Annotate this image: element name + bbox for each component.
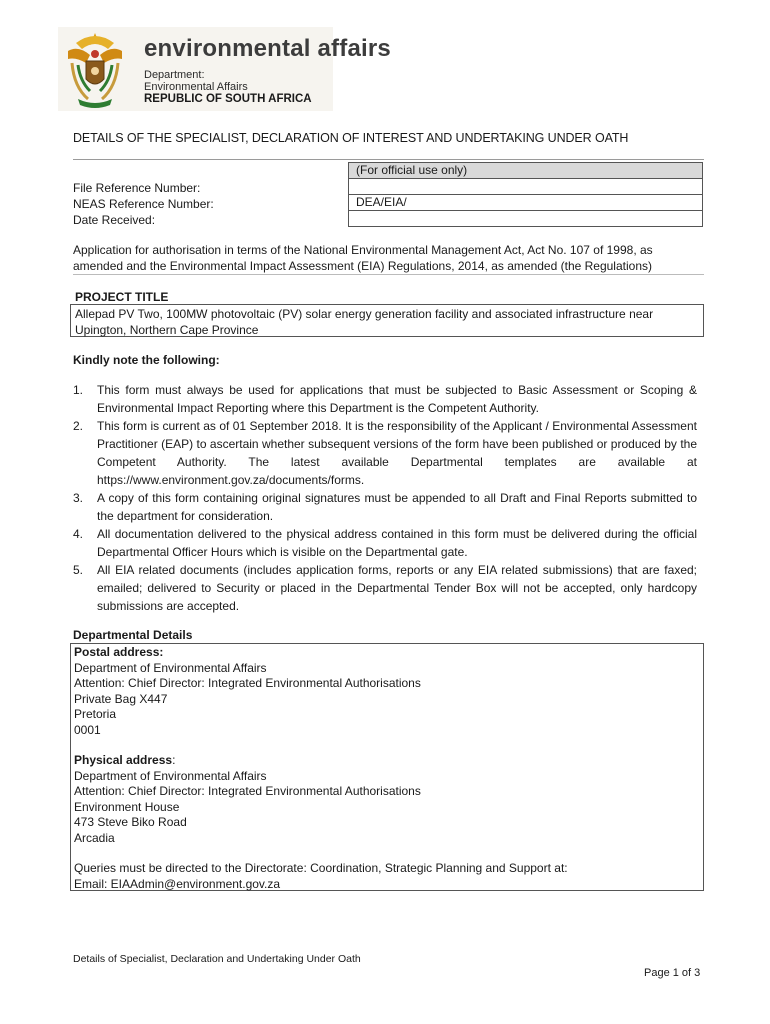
divider [73, 274, 704, 275]
notes-list [73, 381, 697, 615]
date-received-field[interactable] [349, 211, 703, 227]
official-use-table [348, 162, 703, 227]
postal-line: Department of Environmental Affairs [74, 660, 267, 675]
item-text: This form is current as of 01 September 2018. It is the responsibility of the Applicant / Environmental Assessment Practitioner (EAP) to ascertain whether subsequent versions of the form have been published or produced by the Competent Authority. The latest available Departmental templates are available at https://www.environment.gov.za/documents/forms. [97, 419, 697, 487]
page-number: Page 1 of 3 [644, 967, 701, 979]
queries-text: Queries must be directed to the Directorate: Coordination, Strategic Planning and Support at: [74, 861, 568, 875]
item-number: 3. [73, 491, 84, 505]
item-text: All documentation delivered to the physical address contained in this form must be delivered during the official Departmental Officer Hours which is visible on the Departmental gate. [97, 527, 697, 559]
coat-of-arms-icon [64, 29, 126, 109]
physical-line: Department of Environmental Affairs [74, 768, 267, 783]
divider [73, 159, 704, 160]
postal-line: Pretoria [74, 707, 117, 721]
footer-title: Details of Specialist, Declaration and Undertaking Under Oath [73, 953, 361, 965]
physical-address-heading [74, 753, 700, 769]
list-item [73, 489, 697, 525]
email-text[interactable]: Email: EIAAdmin@environment.gov.za [74, 876, 281, 891]
country-name: REPUBLIC OF SOUTH AFRICA [144, 93, 312, 105]
file-reference-label: File Reference Number: [73, 181, 201, 195]
item-text: This form must always be used for applications that must be subjected to Basic Assessment or Scoping & Environmental Impact Reporting where this Department is the Competent Authority. [97, 383, 697, 415]
item-number: 4. [73, 527, 84, 541]
reference-labels [73, 180, 214, 228]
list-item [73, 525, 697, 561]
item-number: 2. [73, 419, 84, 433]
list-item [73, 561, 697, 615]
project-title-label: PROJECT TITLE [75, 290, 169, 304]
item-number: 5. [73, 563, 84, 577]
department-logo [58, 27, 391, 111]
item-text: All EIA related documents (includes application forms, reports or any EIA related submissions) that are faxed; emailed; delivered to Security or placed in the Departmental Tender Box will not be accepted, only hardcopy submissions are accepted. [97, 563, 697, 613]
physical-address-colon: : [172, 753, 176, 767]
physical-line: Environment House [74, 799, 180, 814]
brand-name: environmental affairs [144, 35, 391, 62]
item-text: A copy of this form containing original signatures must be appended to all Draft and Final Reports submitted to the department for consideration. [97, 491, 697, 523]
physical-line: Attention: Chief Director: Integrated Environmental Authorisations [74, 784, 421, 798]
item-number: 1. [73, 383, 84, 397]
list-item [73, 381, 697, 417]
postal-address-label: Postal address: [74, 645, 164, 659]
date-received-label: Date Received: [73, 213, 156, 227]
neas-reference-label: NEAS Reference Number: [73, 197, 214, 211]
postal-line: 0001 [74, 722, 101, 737]
physical-address-label: Physical address [74, 753, 173, 767]
official-use-header: (For official use only) [349, 163, 703, 179]
document-title: DETAILS OF THE SPECIALIST, DECLARATION OF INTEREST AND UNDERTAKING UNDER OATH [73, 131, 629, 145]
project-title-box: Allepad PV Two, 100MW photovoltaic (PV) solar energy generation facility and associated infrastructure near Upington, Northern Cape Province [70, 304, 704, 337]
departmental-details-box [70, 643, 704, 891]
file-reference-field[interactable] [349, 179, 703, 195]
neas-reference-field[interactable]: DEA/EIA/ [349, 195, 703, 211]
department-name: Environmental Affairs [144, 81, 248, 93]
departmental-details-heading: Departmental Details [73, 628, 193, 642]
physical-line: 473 Steve Biko Road [74, 815, 187, 829]
postal-line: Private Bag X447 [74, 691, 168, 706]
notes-heading: Kindly note the following: [73, 353, 220, 367]
application-statement: Application for authorisation in terms of the National Environmental Management Act, Act No. 107 of 1998, as amended and the Environmental Impact Assessment (EIA) Regulations, 2014, as amended (the Regulations) [73, 243, 653, 273]
list-item [73, 417, 697, 489]
physical-line: Arcadia [74, 830, 115, 845]
department-label: Department: [144, 69, 205, 81]
postal-line: Attention: Chief Director: Integrated Environmental Authorisations [74, 676, 421, 690]
